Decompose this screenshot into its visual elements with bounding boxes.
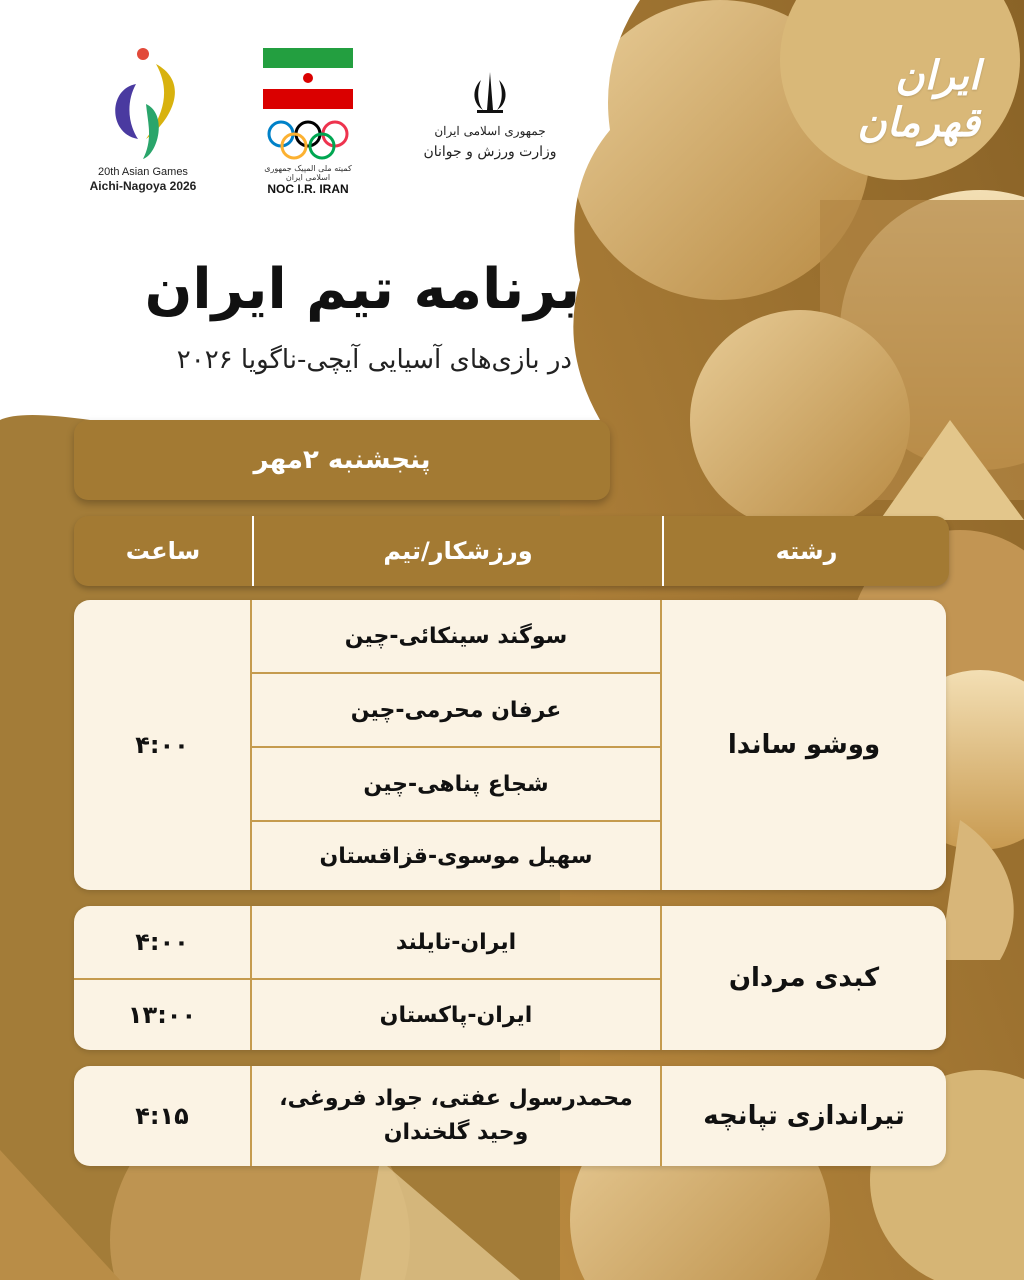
table-row <box>252 1066 660 1166</box>
noc-fa-caption: کمیته ملی المپیک جمهوری اسلامی ایران <box>264 164 352 182</box>
event-sport: ووشو ساندا <box>727 730 881 760</box>
iran-flag-olympic-rings-icon <box>263 48 353 160</box>
header-athlete: ورزشکار/تیم <box>383 537 533 565</box>
event-sport: تیراندازی تپانچه <box>703 1101 905 1131</box>
noc-iran-logo <box>258 48 358 196</box>
ministry-line2: وزارت ورزش و جوانان <box>423 144 557 160</box>
event-sport: کبدی مردان <box>728 963 880 993</box>
event-time: ۴:۱۵ <box>135 1102 189 1130</box>
noc-en-caption: NOC I.R. IRAN <box>267 182 349 196</box>
header-time: ساعت <box>125 537 201 565</box>
event-block-shooting <box>74 1066 946 1166</box>
table-row: سوگند سینکائی-چین <box>344 623 568 649</box>
table-row: ایران-تایلند <box>395 929 517 955</box>
ministry-logo <box>420 70 560 190</box>
event-time: ۱۳:۰۰ <box>127 1001 197 1029</box>
asian-games-line1: 20th Asian Games <box>98 166 188 178</box>
asian-games-line2: Aichi-Nagoya 2026 <box>89 179 197 193</box>
table-header <box>74 516 949 586</box>
table-row: شجاع پناهی-چین <box>363 771 549 797</box>
event-block-wushu <box>74 600 946 890</box>
athletes-line2: وحید گلخندان <box>383 1120 529 1145</box>
asian-games-emblem-icon <box>98 44 188 162</box>
event-block-kabaddi <box>74 906 946 1050</box>
iran-emblem-icon <box>467 70 513 116</box>
date-label: پنجشنبه ۲مهر <box>253 445 431 475</box>
event-time: ۴:۰۰ <box>135 928 189 956</box>
iran-ghahreman-brand-logo: ایران قهرمان <box>857 52 980 146</box>
page-subtitle: در بازی‌های آسیایی آیچی-ناگویا ۲۰۲۶ <box>176 345 572 375</box>
table-row: ایران-پاکستان <box>379 1002 533 1028</box>
date-banner <box>74 420 610 500</box>
asian-games-logo <box>88 44 198 194</box>
table-row: سهیل موسوی-قزاقستان <box>319 843 593 869</box>
athletes-line1: محمدرسول عفتی، جواد فروغی، <box>279 1086 633 1111</box>
header-sport: رشته <box>775 537 838 565</box>
page-title: برنامه تیم ایران <box>144 257 580 322</box>
ministry-line1: جمهوری اسلامی ایران <box>434 124 546 138</box>
event-time: ۴:۰۰ <box>135 731 189 759</box>
table-row: عرفان محرمی-چین <box>350 697 562 723</box>
